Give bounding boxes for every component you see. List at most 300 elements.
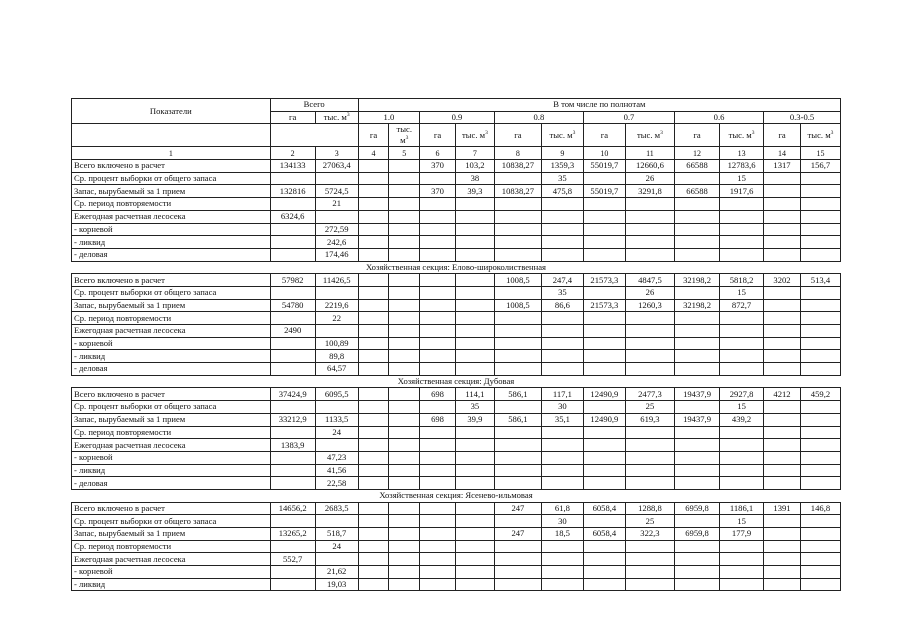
table-cell (389, 413, 420, 426)
table-cell (675, 172, 720, 185)
table-cell (358, 223, 389, 236)
table-cell (455, 540, 494, 553)
table-cell (358, 502, 389, 515)
table-cell (800, 185, 840, 198)
table-cell (764, 248, 801, 261)
table-cell: 25 (625, 401, 674, 414)
table-cell: 1288,8 (625, 502, 674, 515)
table-cell (675, 540, 720, 553)
column-number: 4 (358, 147, 389, 160)
table-cell (675, 363, 720, 376)
table-cell: 86,6 (541, 299, 583, 312)
column-number: 5 (389, 147, 420, 160)
table-cell (389, 337, 420, 350)
table-cell (270, 286, 315, 299)
row-label: - ликвид (72, 236, 271, 249)
table-cell: 272,59 (315, 223, 358, 236)
table-cell (800, 553, 840, 566)
column-number: 12 (675, 147, 720, 160)
table-cell: 1260,3 (625, 299, 674, 312)
table-cell (675, 223, 720, 236)
table-cell: 14656,2 (270, 502, 315, 515)
table-cell (389, 160, 420, 173)
table-cell (389, 439, 420, 452)
table-cell (720, 312, 764, 325)
table-cell: 6324,6 (270, 210, 315, 223)
table-cell (420, 363, 456, 376)
units-row (72, 124, 841, 147)
table-cell (625, 566, 674, 579)
table-cell (541, 553, 583, 566)
table-cell: 513,4 (800, 274, 840, 287)
table-cell (455, 325, 494, 338)
table-cell (675, 451, 720, 464)
table-cell (494, 363, 541, 376)
table-cell (675, 566, 720, 579)
table-cell (800, 363, 840, 376)
table-cell (541, 540, 583, 553)
table-cell (494, 210, 541, 223)
table-cell (675, 350, 720, 363)
table-cell (455, 578, 494, 591)
table-cell: 698 (420, 413, 456, 426)
table-cell: 1008,5 (494, 299, 541, 312)
table-cell (720, 451, 764, 464)
table-cell (389, 172, 420, 185)
table-cell (455, 274, 494, 287)
table-row (72, 553, 841, 566)
table-cell (494, 566, 541, 579)
table-cell: 2219,6 (315, 299, 358, 312)
table-cell (455, 223, 494, 236)
table-cell: 475,8 (541, 185, 583, 198)
section-title: Хозяйственная секция: Елово-широколиственная (72, 261, 841, 274)
table-cell (625, 198, 674, 211)
table-cell: 19,03 (315, 578, 358, 591)
table-cell (583, 464, 625, 477)
total-units-spacer (270, 124, 358, 147)
table-cell (455, 286, 494, 299)
table-cell (720, 553, 764, 566)
table-cell (625, 426, 674, 439)
table-cell (583, 578, 625, 591)
table-cell (583, 566, 625, 579)
table-cell (764, 439, 801, 452)
section-title-row (72, 375, 841, 388)
table-row (72, 223, 841, 236)
table-cell (270, 350, 315, 363)
table-cell (494, 464, 541, 477)
row-label: Запас, вырубаемый за 1 прием (72, 528, 271, 541)
table-cell (358, 274, 389, 287)
table-cell: 174,46 (315, 248, 358, 261)
table-cell (494, 451, 541, 464)
table-row (72, 363, 841, 376)
table-cell (764, 515, 801, 528)
table-cell (389, 236, 420, 249)
table-cell (420, 299, 456, 312)
table-cell (800, 337, 840, 350)
table-cell (764, 477, 801, 490)
unit-superscript: 3 (405, 135, 409, 142)
table-cell (764, 528, 801, 541)
density-unit-thousand-m3 (625, 124, 674, 147)
table-cell: 24 (315, 426, 358, 439)
table-cell: 1391 (764, 502, 801, 515)
table-cell (800, 566, 840, 579)
table-cell: 27063,4 (315, 160, 358, 173)
table-cell (541, 248, 583, 261)
density-unit-thousand-m3 (541, 124, 583, 147)
table-cell (389, 185, 420, 198)
table-cell (315, 515, 358, 528)
table-cell: 6095,5 (315, 388, 358, 401)
column-number: 9 (541, 147, 583, 160)
table-cell: 15 (720, 401, 764, 414)
table-cell: 370 (420, 185, 456, 198)
table-cell (764, 312, 801, 325)
column-number: 13 (720, 147, 764, 160)
column-number: 15 (800, 147, 840, 160)
table-cell: 698 (420, 388, 456, 401)
row-label: Ср. процент выборки от общего запаса (72, 172, 271, 185)
table-cell (675, 464, 720, 477)
table-cell (455, 464, 494, 477)
table-row (72, 578, 841, 591)
table-cell (270, 312, 315, 325)
table-cell (315, 286, 358, 299)
table-cell (455, 299, 494, 312)
table-cell (764, 286, 801, 299)
table-cell: 586,1 (494, 388, 541, 401)
table-body (72, 99, 841, 591)
table-cell (800, 210, 840, 223)
table-cell (270, 566, 315, 579)
table-cell (455, 198, 494, 211)
column-number: 14 (764, 147, 801, 160)
table-cell (800, 578, 840, 591)
table-cell (800, 515, 840, 528)
table-row (72, 439, 841, 452)
table-cell (675, 198, 720, 211)
table-cell: 1917,6 (720, 185, 764, 198)
table-cell (420, 566, 456, 579)
table-cell (270, 401, 315, 414)
table-cell (675, 286, 720, 299)
table-cell (494, 578, 541, 591)
unit-superscript: 3 (572, 130, 576, 137)
table-row (72, 274, 841, 287)
row-label: Ежегодная расчетная лесосека (72, 210, 271, 223)
table-row (72, 515, 841, 528)
table-cell (358, 464, 389, 477)
density-0-8-header: 0.8 (494, 111, 583, 124)
table-cell (420, 553, 456, 566)
table-cell (455, 236, 494, 249)
row-label: Ср. период повторяемости (72, 312, 271, 325)
table-cell (800, 248, 840, 261)
table-cell (541, 363, 583, 376)
table-cell (675, 248, 720, 261)
table-cell (420, 337, 456, 350)
table-cell (389, 451, 420, 464)
table-cell: 18,5 (541, 528, 583, 541)
table-cell: 57982 (270, 274, 315, 287)
table-cell: 24 (315, 540, 358, 553)
row-label: Запас, вырубаемый за 1 прием (72, 299, 271, 312)
table-cell (358, 528, 389, 541)
table-cell: 12783,6 (720, 160, 764, 173)
table-cell: 13265,2 (270, 528, 315, 541)
table-cell (358, 236, 389, 249)
table-cell: 439,2 (720, 413, 764, 426)
table-cell (389, 540, 420, 553)
table-cell (541, 451, 583, 464)
table-cell: 4847,5 (625, 274, 674, 287)
table-cell (541, 566, 583, 579)
column-number: 2 (270, 147, 315, 160)
table-cell (720, 540, 764, 553)
table-row (72, 248, 841, 261)
table-cell: 1008,5 (494, 274, 541, 287)
table-cell (455, 312, 494, 325)
table-cell (315, 172, 358, 185)
table-cell (625, 236, 674, 249)
table-cell: 22 (315, 312, 358, 325)
table-cell (389, 198, 420, 211)
table-cell (389, 350, 420, 363)
table-cell: 177,9 (720, 528, 764, 541)
table-cell (675, 337, 720, 350)
row-label: Запас, вырубаемый за 1 прием (72, 185, 271, 198)
table-cell (420, 451, 456, 464)
density-0-3-0-5-header: 0.3-0.5 (764, 111, 841, 124)
table-cell (625, 540, 674, 553)
section-title: Хозяйственная секция: Ясенево-ильмовая (72, 489, 841, 502)
table-row (72, 236, 841, 249)
table-cell (583, 337, 625, 350)
table-cell (625, 553, 674, 566)
table-cell: 12490,9 (583, 388, 625, 401)
table-cell (358, 553, 389, 566)
table-cell: 35 (541, 286, 583, 299)
table-cell (420, 578, 456, 591)
table-cell (720, 477, 764, 490)
table-cell (494, 540, 541, 553)
row-label: Запас, вырубаемый за 1 прием (72, 413, 271, 426)
table-cell (541, 477, 583, 490)
table-cell: 134133 (270, 160, 315, 173)
row-label: - ликвид (72, 578, 271, 591)
total-unit-thousand-m3 (315, 111, 358, 124)
table-cell (583, 451, 625, 464)
row-label: - ликвид (72, 350, 271, 363)
table-cell (455, 426, 494, 439)
table-cell: 12660,6 (625, 160, 674, 173)
row-label: Ср. процент выборки от общего запаса (72, 401, 271, 414)
table-cell (583, 248, 625, 261)
table-cell (420, 248, 456, 261)
table-cell: 247 (494, 528, 541, 541)
column-number: 11 (625, 147, 674, 160)
table-cell (764, 198, 801, 211)
table-cell (764, 223, 801, 236)
table-cell: 146,8 (800, 502, 840, 515)
density-0-7-header: 0.7 (583, 111, 674, 124)
table-cell (389, 553, 420, 566)
row-label: - деловая (72, 477, 271, 490)
table-cell: 1359,3 (541, 160, 583, 173)
table-cell: 242,6 (315, 236, 358, 249)
table-cell (315, 401, 358, 414)
table-cell: 6058,4 (583, 528, 625, 541)
density-1-0-header: 1.0 (358, 111, 419, 124)
table-cell (675, 515, 720, 528)
unit-thousand-label: тыс. м (637, 129, 661, 140)
table-cell (389, 274, 420, 287)
table-cell (494, 223, 541, 236)
table-cell: 61,8 (541, 502, 583, 515)
row-label: - деловая (72, 363, 271, 376)
table-cell (720, 236, 764, 249)
table-cell: 26 (625, 286, 674, 299)
column-number: 6 (420, 147, 456, 160)
table-cell (764, 451, 801, 464)
unit-thousand-label: тыс. м (461, 129, 486, 140)
row-label: Ср. период повторяемости (72, 198, 271, 211)
column-number: 7 (455, 147, 494, 160)
table-cell: 5818,2 (720, 274, 764, 287)
table-cell: 30 (541, 515, 583, 528)
table-cell: 47,23 (315, 451, 358, 464)
table-cell (420, 236, 456, 249)
table-cell (494, 248, 541, 261)
table-cell (358, 198, 389, 211)
table-cell: 55019,7 (583, 160, 625, 173)
column-number: 8 (494, 147, 541, 160)
table-cell (625, 350, 674, 363)
table-cell (625, 363, 674, 376)
table-cell (358, 185, 389, 198)
table-cell (764, 172, 801, 185)
table-row (72, 464, 841, 477)
table-cell (720, 198, 764, 211)
table-cell (420, 515, 456, 528)
table-cell: 21573,3 (583, 299, 625, 312)
table-cell (583, 439, 625, 452)
density-unit-thousand-m3 (455, 124, 494, 147)
table-cell (389, 401, 420, 414)
unit-superscript: 3 (660, 130, 663, 137)
table-cell (358, 248, 389, 261)
section-title-row (72, 261, 841, 274)
table-cell (358, 325, 389, 338)
table-cell (494, 337, 541, 350)
table-cell: 25 (625, 515, 674, 528)
table-cell (358, 578, 389, 591)
table-row (72, 566, 841, 579)
table-cell: 2927,8 (720, 388, 764, 401)
table-cell: 103,2 (455, 160, 494, 173)
table-cell (420, 172, 456, 185)
table-row (72, 528, 841, 541)
table-cell (420, 325, 456, 338)
table-cell (270, 515, 315, 528)
table-cell (455, 528, 494, 541)
table-cell (389, 388, 420, 401)
table-cell (420, 223, 456, 236)
table-cell: 37424,9 (270, 388, 315, 401)
table-cell (358, 413, 389, 426)
unit-thousand-label: тыс. м (728, 129, 752, 140)
table-cell (800, 464, 840, 477)
table-row (72, 160, 841, 173)
table-cell (583, 515, 625, 528)
indicators-header: Показатели (72, 99, 271, 124)
table-cell (494, 286, 541, 299)
table-cell (358, 286, 389, 299)
table-cell (583, 223, 625, 236)
density-unit-thousand-m3 (800, 124, 840, 147)
table-cell (764, 540, 801, 553)
table-cell: 11426,5 (315, 274, 358, 287)
table-row (72, 286, 841, 299)
table-cell: 32198,2 (675, 274, 720, 287)
table-cell (494, 350, 541, 363)
table-cell (494, 553, 541, 566)
table-cell: 6959,8 (675, 502, 720, 515)
table-cell: 64,57 (315, 363, 358, 376)
table-cell (420, 401, 456, 414)
table-row (72, 337, 841, 350)
table-cell: 15 (720, 515, 764, 528)
column-number: 3 (315, 147, 358, 160)
table-cell: 6959,8 (675, 528, 720, 541)
table-cell (455, 515, 494, 528)
table-cell: 117,1 (541, 388, 583, 401)
density-unit-ha: га (764, 124, 801, 147)
table-cell (675, 236, 720, 249)
table-cell (720, 337, 764, 350)
density-unit-thousand-m3 (720, 124, 764, 147)
table-cell (358, 426, 389, 439)
table-cell (389, 477, 420, 490)
table-cell: 247 (494, 502, 541, 515)
row-label: Ср. процент выборки от общего запаса (72, 286, 271, 299)
table-cell (625, 464, 674, 477)
units-label-cell (72, 124, 271, 147)
table-cell (541, 325, 583, 338)
table-cell (675, 426, 720, 439)
table-cell: 156,7 (800, 160, 840, 173)
table-cell (270, 172, 315, 185)
table-cell (270, 451, 315, 464)
table-cell: 3291,8 (625, 185, 674, 198)
table-cell (315, 553, 358, 566)
table-cell: 247,4 (541, 274, 583, 287)
row-label: Всего включено в расчет (72, 388, 271, 401)
table-cell (358, 337, 389, 350)
table-row (72, 312, 841, 325)
row-label: - деловая (72, 248, 271, 261)
table-cell: 32198,2 (675, 299, 720, 312)
table-cell (270, 464, 315, 477)
table-cell (420, 528, 456, 541)
table-cell (625, 248, 674, 261)
table-cell (583, 210, 625, 223)
density-unit-thousand-m3 (389, 124, 420, 147)
table-cell (764, 350, 801, 363)
